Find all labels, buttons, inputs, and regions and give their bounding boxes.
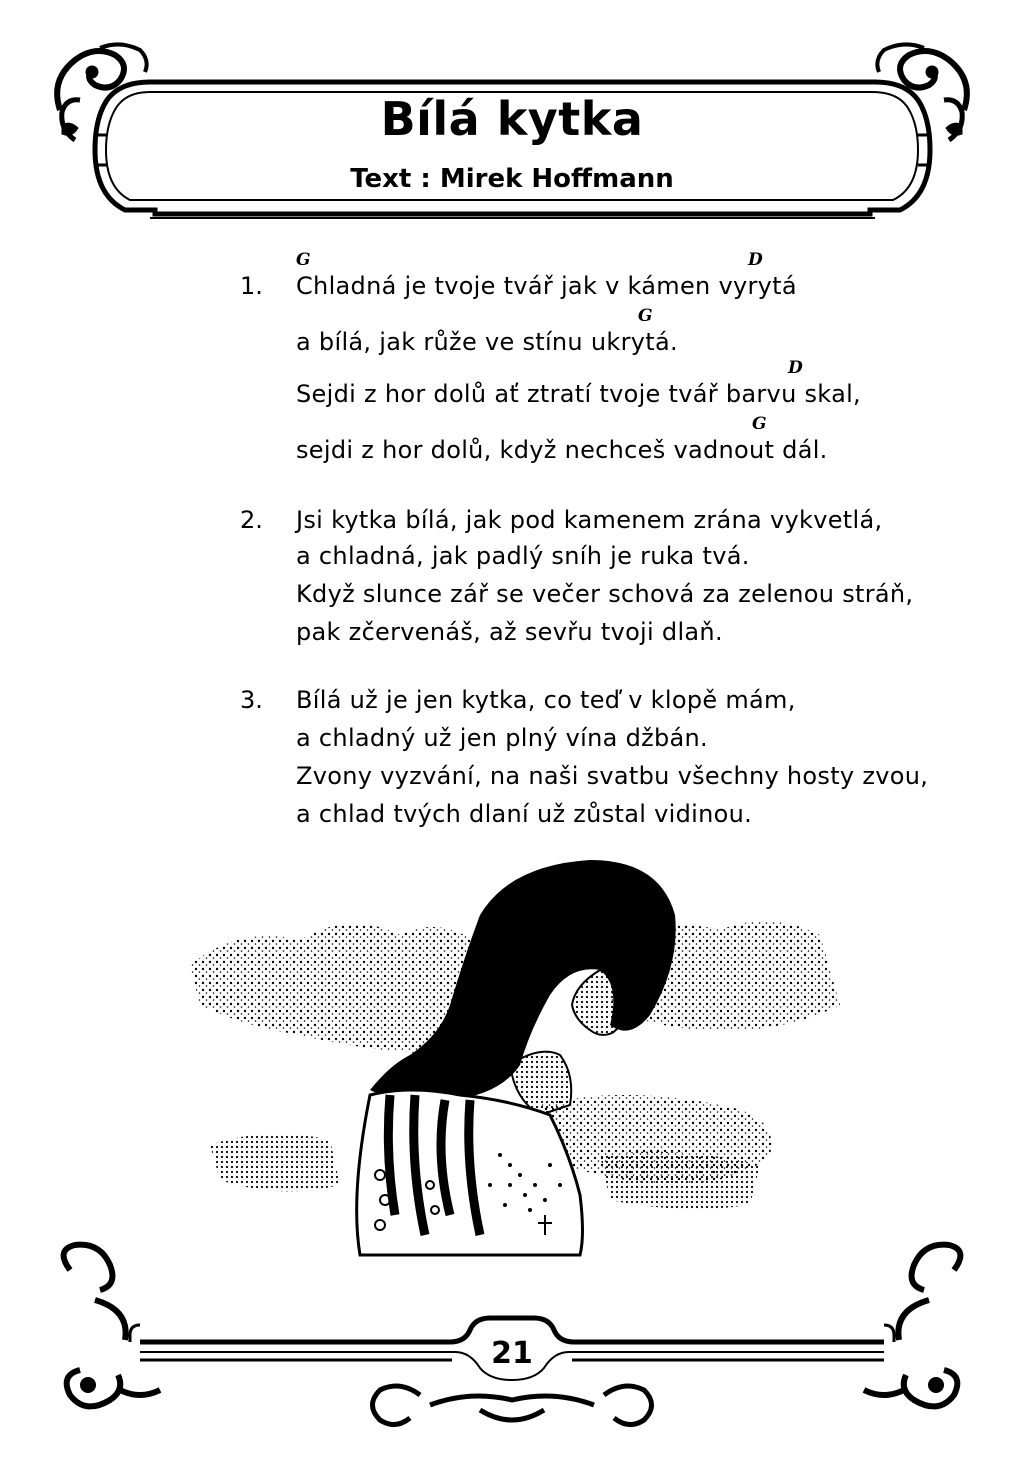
- page-number: 21: [491, 1336, 533, 1371]
- lyric-line: sejdi z hor dolů, když nechceš vadnout dál.: [296, 436, 828, 464]
- chord: G: [752, 414, 767, 434]
- lyric-line: a chlad tvých dlaní už zůstal vidinou.: [296, 800, 753, 828]
- lyric-line: Sejdi z hor dolů ať ztratí tvoje tvář barvu skal,: [296, 380, 861, 408]
- verse-1: [240, 248, 940, 478]
- lyric-line: a chladný už jen plný vína džbán.: [296, 724, 708, 752]
- woman-with-long-hair-illustration-icon: [180, 855, 860, 1265]
- lyric-line: Jsi kytka bílá, jak pod kamenem zrána vykvetlá,: [296, 506, 883, 534]
- lyric-line: Bílá už je jen kytka, co teď v klopě mám,: [296, 686, 796, 714]
- lyric-line: Když slunce zář se večer schová za zelenou stráň,: [296, 580, 914, 608]
- lyric-line: Zvony vyzvání, na naši svatbu všechny hosty zvou,: [296, 762, 929, 790]
- chord: D: [788, 358, 803, 378]
- lyric-line: a bílá, jak růže ve stínu ukrytá.: [296, 328, 678, 356]
- lyric-line: a chladná, jak padlý sníh je ruka tvá.: [296, 542, 750, 570]
- right-corner-ornament-icon: [864, 1245, 960, 1407]
- chord: D: [748, 250, 763, 270]
- song-title: Bílá kytka: [380, 92, 644, 146]
- song-author: Text : Mirek Hoffmann: [350, 164, 674, 194]
- verse-3: [240, 686, 940, 836]
- verse-number: 1.: [240, 272, 263, 300]
- center-bottom-ornament-icon: [373, 1386, 652, 1425]
- verse-number: 2.: [240, 506, 263, 534]
- verse-2: [240, 506, 940, 656]
- lyric-line: pak zčervenáš, až sevřu tvoji dlaň.: [296, 618, 723, 646]
- chord: G: [296, 250, 311, 270]
- lyric-line: Chladná je tvoje tvář jak v kámen vyrytá: [296, 272, 797, 300]
- verse-number: 3.: [240, 686, 263, 714]
- left-corner-ornament-icon: [64, 1245, 160, 1407]
- chord: G: [638, 306, 653, 326]
